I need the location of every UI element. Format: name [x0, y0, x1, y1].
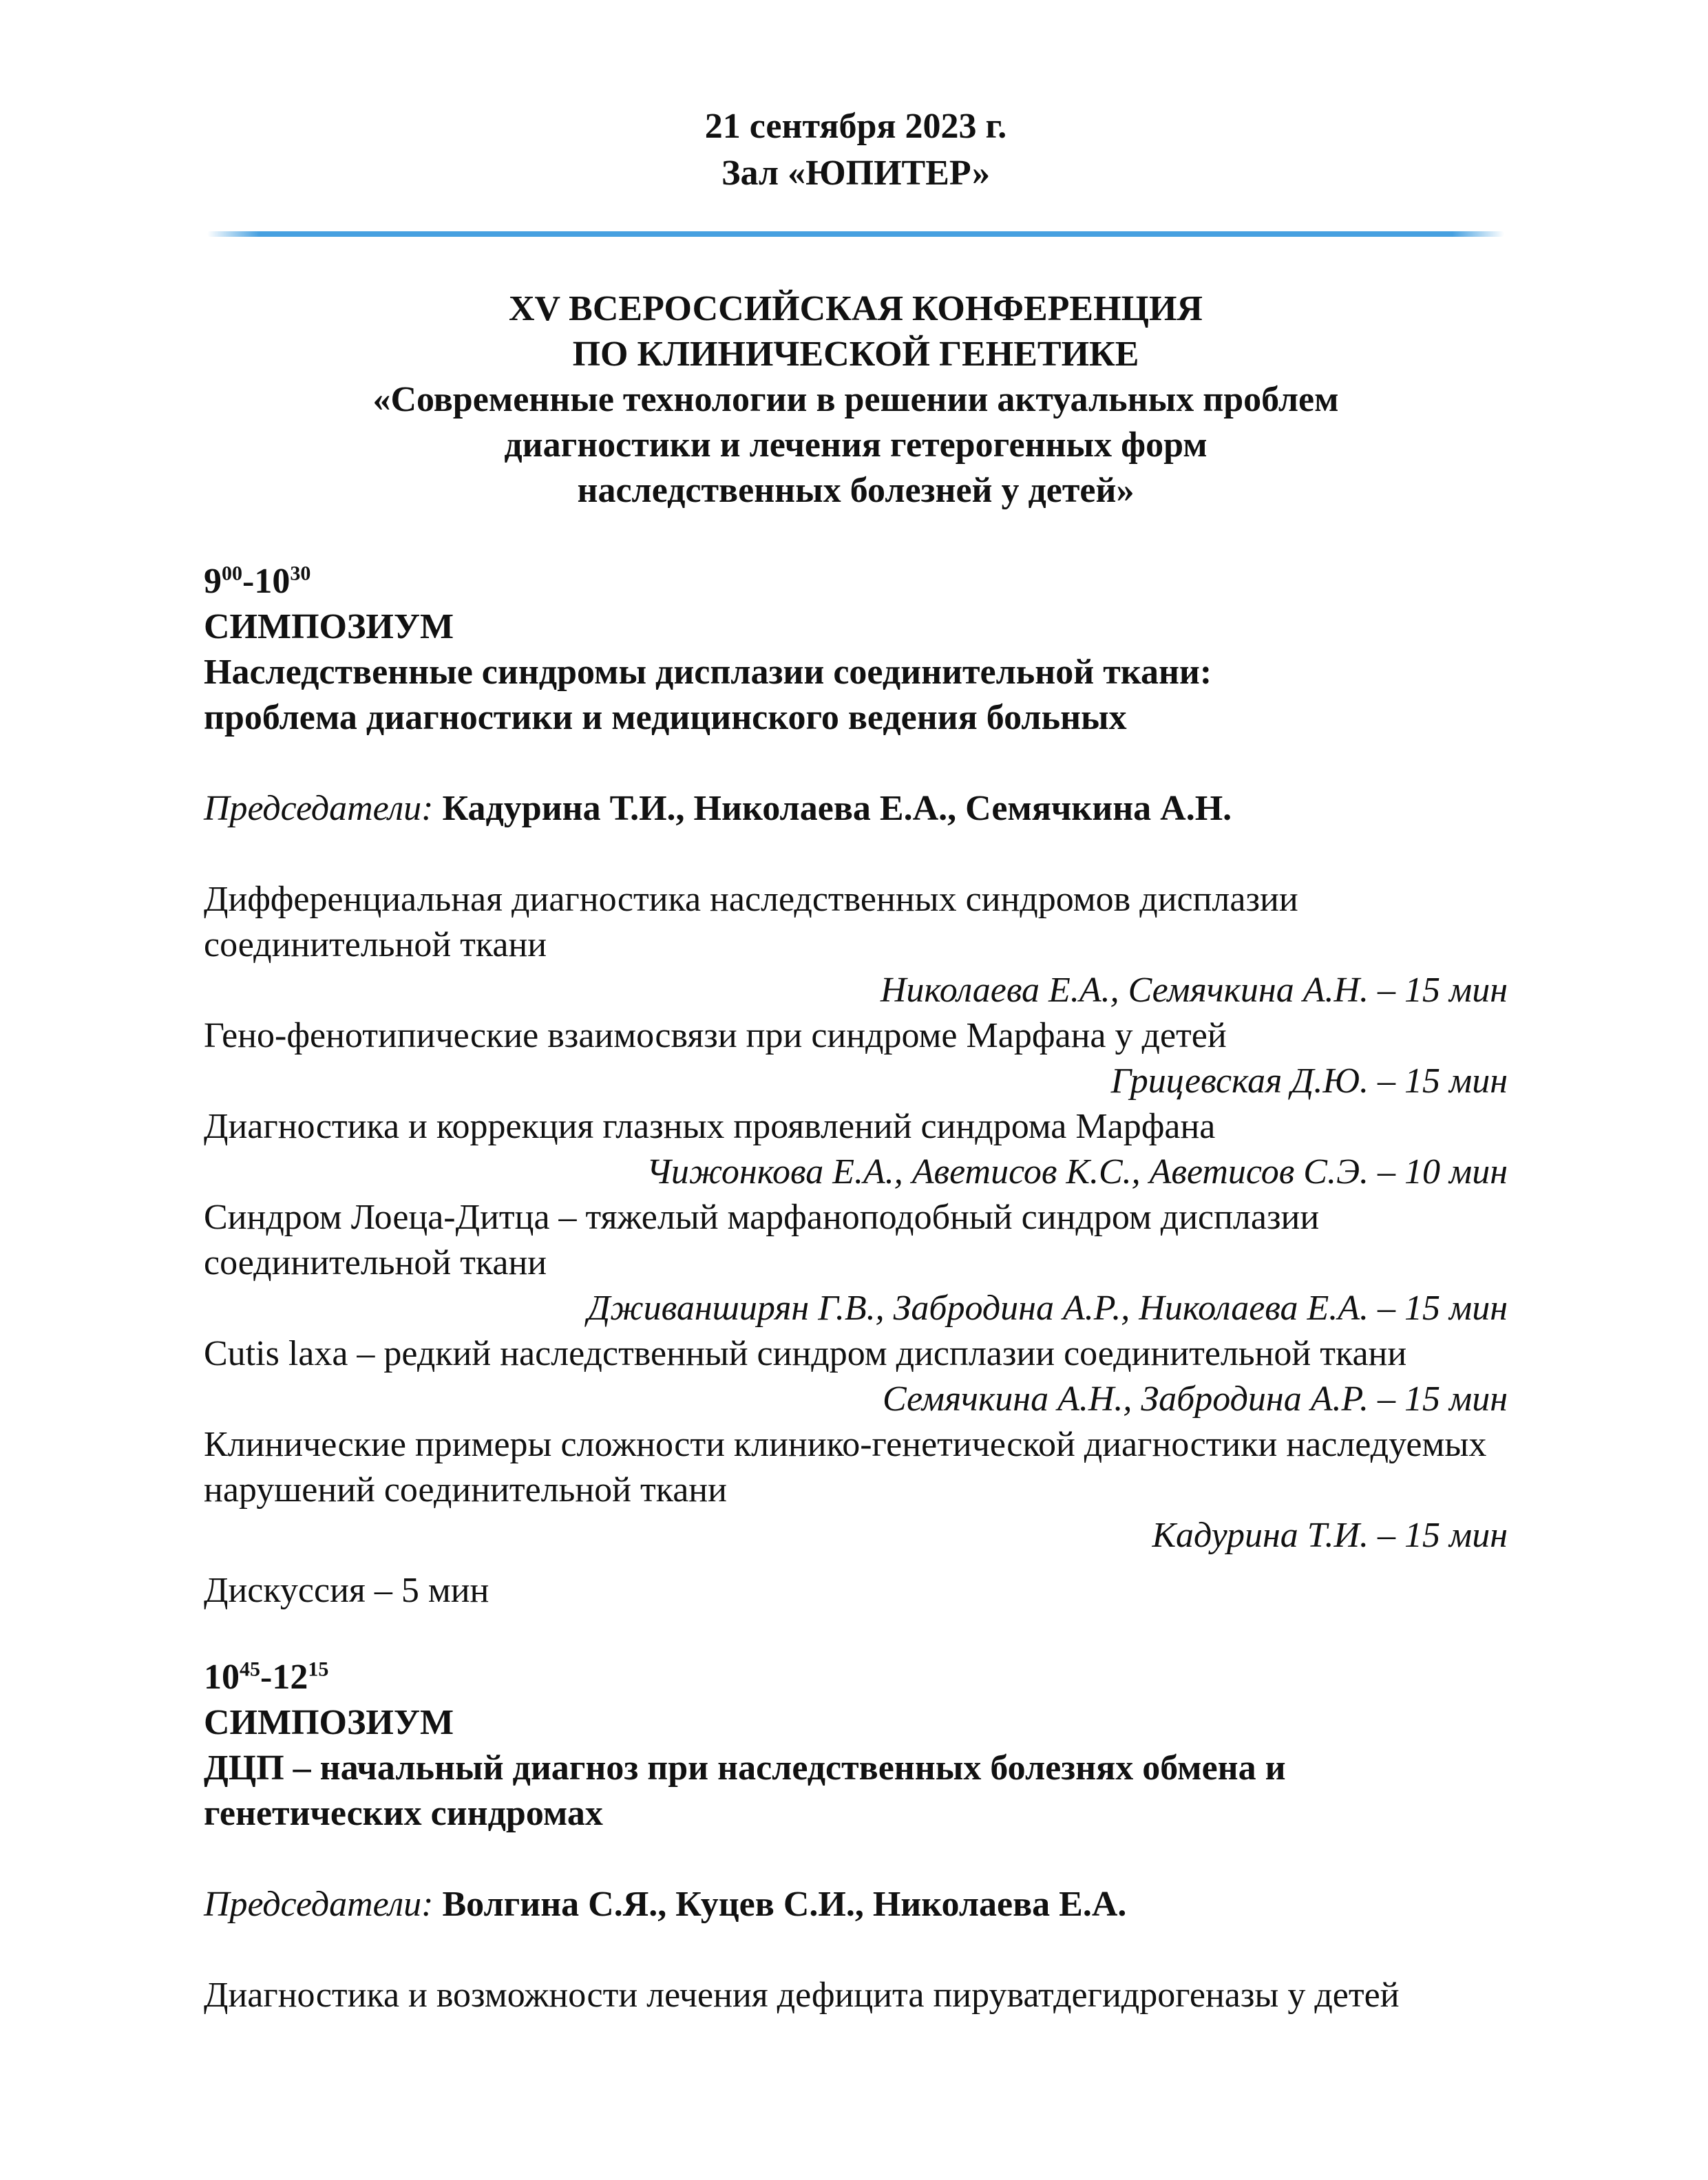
talk-authors: Семячкина А.Н., Забродина А.Р. – 15 мин — [882, 1379, 1508, 1419]
talk-item — [204, 1973, 1508, 2018]
conference-title-line: ПО КЛИНИЧЕСКОЙ ГЕНЕТИКЕ — [572, 335, 1139, 374]
talk-title: Дифференциальная диагностика наследственных синдромов дисплазии соединительной ткани — [204, 880, 1298, 964]
program-page — [204, 103, 1508, 2018]
talk-item — [204, 1422, 1508, 1558]
session-2 — [204, 1655, 1508, 2018]
chairs-label: Председатели: — [204, 1885, 434, 1924]
session-chairs — [204, 1882, 1508, 1927]
talk-item — [204, 1195, 1508, 1331]
conference-subtitle-line: «Современные технологии в решении актуальных проблем — [372, 380, 1339, 419]
talk-authors: Кадурина Т.И. – 15 мин — [1152, 1516, 1508, 1555]
session-chairs — [204, 786, 1508, 832]
session-title — [204, 1746, 1508, 1837]
talk-title: Клинические примеры сложности клинико-генетической диагностики наследуемых нарушений соединительной ткани — [204, 1425, 1487, 1510]
header-divider — [207, 231, 1504, 237]
session-title-line: ДЦП – начальный диагноз при наследственных болезнях обмена и — [204, 1748, 1286, 1788]
hall-name: Зал «ЮПИТЕР» — [721, 154, 990, 193]
session-title-line: генетических синдромах — [204, 1794, 603, 1833]
talk-authors: Грицевская Д.Ю. – 15 мин — [1110, 1061, 1508, 1101]
talk-authors: Чижонкова Е.А., Аветисов К.С., Аветисов С.Э. – 10 мин — [646, 1152, 1508, 1192]
talk-authors: Николаева Е.А., Семячкина А.Н. – 15 мин — [880, 971, 1508, 1010]
chairs-names: Кадурина Т.И., Николаева Е.А., Семячкина А.Н. — [442, 789, 1232, 828]
discussion: Дискуссия – 5 мин — [204, 1571, 489, 1610]
chairs-names: Волгина С.Я., Куцев С.И., Николаева Е.А. — [442, 1885, 1127, 1924]
session-time: $9^{00}-10^{30}$ — [204, 562, 311, 601]
talk-title: Диагностика и коррекция глазных проявлений синдрома Марфана — [204, 1107, 1216, 1146]
session-type: СИМПОЗИУМ — [204, 1703, 454, 1742]
talk-title: Гено-фенотипические взаимосвязи при синдроме Марфана у детей — [204, 1016, 1227, 1055]
session-time: $10^{45}-12^{15}$ — [204, 1658, 329, 1697]
session-title — [204, 650, 1508, 741]
talk-list — [204, 877, 1508, 1558]
conference-title — [204, 286, 1508, 514]
session-1 — [204, 559, 1508, 1613]
talk-item — [204, 1013, 1508, 1104]
conference-subtitle-line: диагностики и лечения гетерогенных форм — [504, 425, 1208, 465]
talk-authors: Дживанширян Г.В., Забродина А.Р., Николаева Е.А. – 15 мин — [587, 1289, 1508, 1328]
session-title-line: проблема диагностики и медицинского ведения больных — [204, 698, 1127, 737]
talk-item — [204, 1104, 1508, 1195]
talk-title: Cutis laxa – редкий наследственный синдром дисплазии соединительной ткани — [204, 1334, 1407, 1373]
talk-item — [204, 877, 1508, 1013]
event-date: 21 сентября 2023 г. — [704, 107, 1007, 146]
session-title-line: Наследственные синдромы дисплазии соединительной ткани: — [204, 653, 1212, 692]
conference-subtitle-line: наследственных болезней у детей» — [577, 471, 1135, 510]
session-type: СИМПОЗИУМ — [204, 607, 454, 646]
conference-title-line: XV ВСЕРОССИЙСКАЯ КОНФЕРЕНЦИЯ — [509, 289, 1203, 328]
talk-title: Диагностика и возможности лечения дефицита пируватдегидрогеназы у детей — [204, 1976, 1400, 2015]
talk-item — [204, 1331, 1508, 1422]
talk-list — [204, 1973, 1508, 2018]
chairs-label: Председатели: — [204, 789, 434, 828]
talk-title: Синдром Лоеца-Дитца – тяжелый марфаноподобный синдром дисплазии соединительной ткани — [204, 1198, 1320, 1282]
